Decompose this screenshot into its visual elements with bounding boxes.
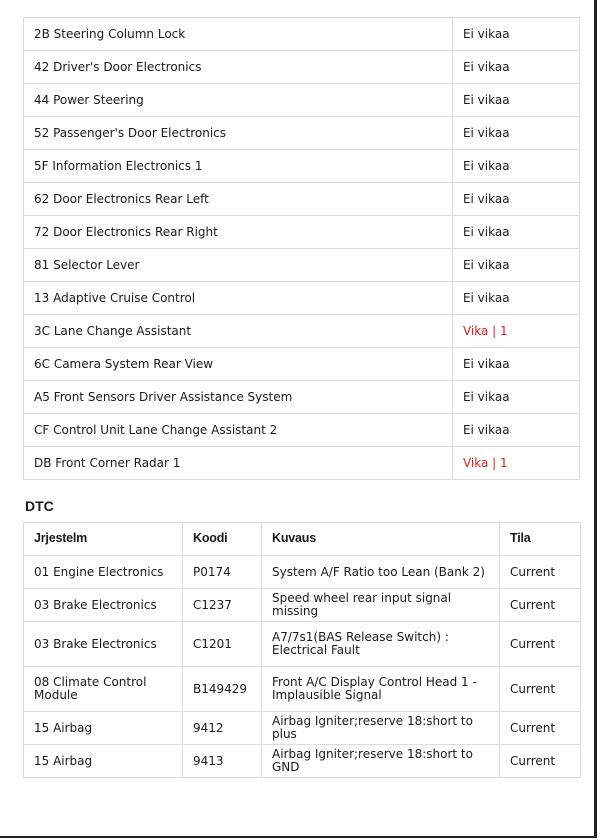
module-name: 52 Passenger's Door Electronics bbox=[24, 117, 453, 150]
module-name: 44 Power Steering bbox=[24, 84, 453, 117]
table-row bbox=[24, 249, 580, 282]
report-page bbox=[23, 17, 580, 778]
table-row bbox=[24, 745, 581, 778]
dtc-description: Front A/C Display Control Head 1 - Implausible Signal bbox=[262, 667, 500, 712]
dtc-code: B149429 bbox=[183, 667, 262, 712]
table-row bbox=[24, 315, 580, 348]
module-name: CF Control Unit Lane Change Assistant 2 bbox=[24, 414, 453, 447]
table-row bbox=[24, 589, 581, 622]
module-name: 42 Driver's Door Electronics bbox=[24, 51, 453, 84]
module-status: Ei vikaa bbox=[452, 84, 579, 117]
module-name: 81 Selector Lever bbox=[24, 249, 453, 282]
column-header-code: Koodi bbox=[183, 523, 262, 556]
dtc-status: Current bbox=[500, 745, 581, 778]
module-name: DB Front Corner Radar 1 bbox=[24, 447, 453, 480]
dtc-code: C1237 bbox=[183, 589, 262, 622]
dtc-description: Speed wheel rear input signal missing bbox=[262, 589, 500, 622]
module-status: Ei vikaa bbox=[452, 249, 579, 282]
dtc-code: 9412 bbox=[183, 712, 262, 745]
module-status-table bbox=[23, 17, 580, 480]
module-name: 72 Door Electronics Rear Right bbox=[24, 216, 453, 249]
module-name: 6C Camera System Rear View bbox=[24, 348, 453, 381]
dtc-system: 03 Brake Electronics bbox=[24, 622, 183, 667]
dtc-system: 15 Airbag bbox=[24, 745, 183, 778]
table-row bbox=[24, 51, 580, 84]
dtc-table bbox=[23, 522, 581, 778]
dtc-description: Airbag Igniter;reserve 18:short to plus bbox=[262, 712, 500, 745]
table-row bbox=[24, 667, 581, 712]
dtc-system: 03 Brake Electronics bbox=[24, 589, 183, 622]
table-row bbox=[24, 381, 580, 414]
module-status: Vika | 1 bbox=[452, 447, 579, 480]
dtc-description: Airbag Igniter;reserve 18:short to GND bbox=[262, 745, 500, 778]
module-status: Ei vikaa bbox=[452, 216, 579, 249]
table-row bbox=[24, 622, 581, 667]
table-row bbox=[24, 18, 580, 51]
table-row bbox=[24, 348, 580, 381]
column-header-description: Kuvaus bbox=[262, 523, 500, 556]
dtc-description: System A/F Ratio too Lean (Bank 2) bbox=[262, 556, 500, 589]
dtc-description: A7/7s1(BAS Release Switch) : Electrical Fault bbox=[262, 622, 500, 667]
dtc-system: 15 Airbag bbox=[24, 712, 183, 745]
table-row bbox=[24, 556, 581, 589]
dtc-code: C1201 bbox=[183, 622, 262, 667]
module-status: Ei vikaa bbox=[452, 51, 579, 84]
module-name: 13 Adaptive Cruise Control bbox=[24, 282, 453, 315]
module-status: Ei vikaa bbox=[452, 150, 579, 183]
module-name: 5F Information Electronics 1 bbox=[24, 150, 453, 183]
dtc-system: 08 Climate Control Module bbox=[24, 667, 183, 712]
module-status: Ei vikaa bbox=[452, 117, 579, 150]
module-name: 2B Steering Column Lock bbox=[24, 18, 453, 51]
table-row bbox=[24, 216, 580, 249]
table-row bbox=[24, 183, 580, 216]
table-row bbox=[24, 84, 580, 117]
module-status: Ei vikaa bbox=[452, 282, 579, 315]
module-name: 62 Door Electronics Rear Left bbox=[24, 183, 453, 216]
dtc-status: Current bbox=[500, 589, 581, 622]
dtc-code: 9413 bbox=[183, 745, 262, 778]
column-header-system: Jrjestelm bbox=[24, 523, 183, 556]
module-status: Ei vikaa bbox=[452, 381, 579, 414]
module-status: Ei vikaa bbox=[452, 183, 579, 216]
dtc-system: 01 Engine Electronics bbox=[24, 556, 183, 589]
table-row bbox=[24, 282, 580, 315]
module-name: A5 Front Sensors Driver Assistance System bbox=[24, 381, 453, 414]
module-name: 3C Lane Change Assistant bbox=[24, 315, 453, 348]
module-status: Ei vikaa bbox=[452, 348, 579, 381]
column-header-status: Tila bbox=[500, 523, 581, 556]
table-row bbox=[24, 447, 580, 480]
dtc-status: Current bbox=[500, 556, 581, 589]
dtc-heading: DTC bbox=[25, 498, 54, 514]
module-status: Ei vikaa bbox=[452, 18, 579, 51]
dtc-status: Current bbox=[500, 622, 581, 667]
table-row bbox=[24, 150, 580, 183]
dtc-header-row bbox=[24, 523, 581, 556]
table-row bbox=[24, 117, 580, 150]
table-row bbox=[24, 712, 581, 745]
dtc-status: Current bbox=[500, 712, 581, 745]
dtc-code: P0174 bbox=[183, 556, 262, 589]
module-status: Vika | 1 bbox=[452, 315, 579, 348]
dtc-status: Current bbox=[500, 667, 581, 712]
module-status: Ei vikaa bbox=[452, 414, 579, 447]
table-row bbox=[24, 414, 580, 447]
